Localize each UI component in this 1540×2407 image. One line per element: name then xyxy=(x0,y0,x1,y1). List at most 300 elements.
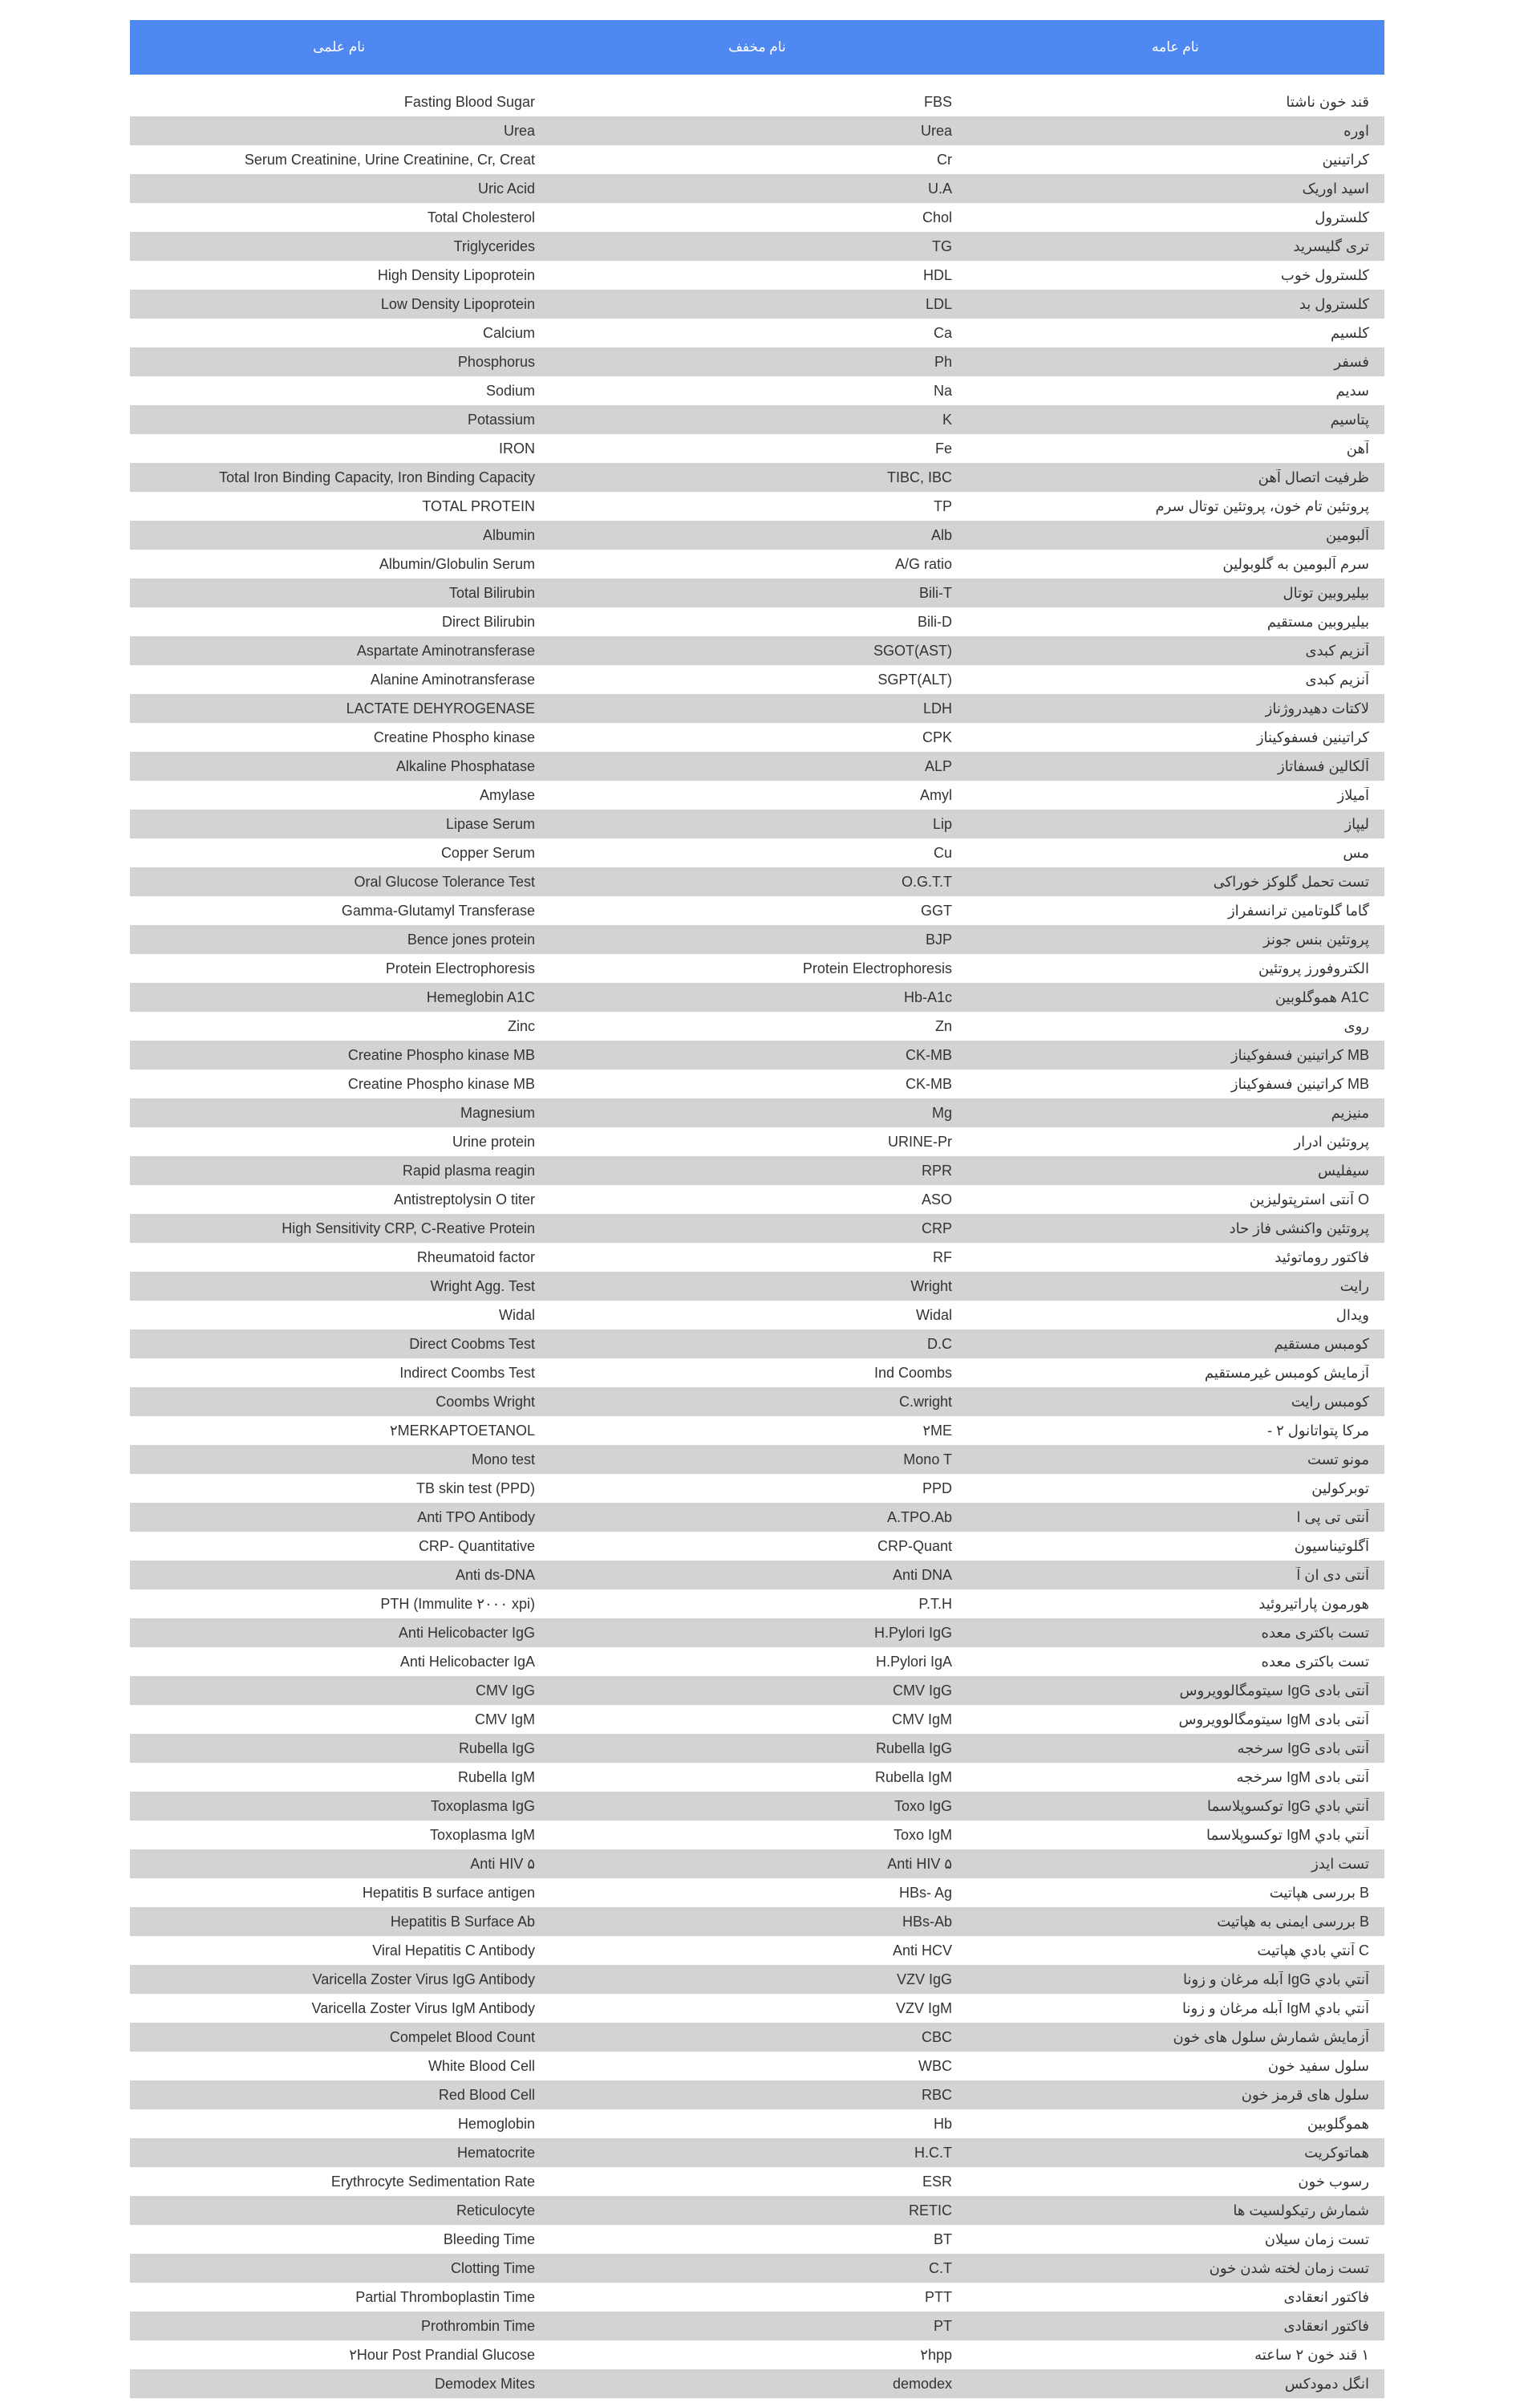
cell-abbreviation: PTT xyxy=(925,2288,952,2305)
cell-common-name: فاکتور روماتوئید xyxy=(1275,1248,1369,1265)
table-row xyxy=(130,1503,1384,1532)
cell-scientific-name: Total Iron Binding Capacity, Iron Binding Capacity xyxy=(219,469,535,485)
cell-common-name: بیلیروبین توتال xyxy=(1283,584,1369,601)
cell-abbreviation: Toxo IgG xyxy=(894,1797,952,1814)
table-row xyxy=(130,1676,1384,1705)
cell-abbreviation: H.Pylori IgA xyxy=(875,1653,952,1670)
cell-common-name: هماتوکریت xyxy=(1304,2144,1369,2161)
cell-common-name: فسفر xyxy=(1334,353,1369,370)
cell-common-name: C آنتي بادي هپاتیت xyxy=(1257,1942,1369,1958)
cell-common-name: سلول سفید خون xyxy=(1267,2057,1369,2074)
table-row xyxy=(130,290,1384,319)
table-row xyxy=(130,2167,1384,2196)
cell-common-name: مس xyxy=(1343,844,1369,861)
cell-common-name: آنتي بادي IgM آبله مرغان و زونا xyxy=(1182,1999,1369,2016)
cell-scientific-name: Gamma-Glutamyl Transferase xyxy=(341,902,535,919)
cell-scientific-name: Toxoplasma IgM xyxy=(429,1826,535,1843)
cell-abbreviation: VZV IgG xyxy=(896,1971,952,1987)
cell-abbreviation: FBS xyxy=(923,93,952,110)
cell-common-name: فاکتور انعقادی xyxy=(1283,2288,1369,2305)
cell-scientific-name: Varicella Zoster Virus IgG Antibody xyxy=(312,1971,535,1987)
cell-common-name: فاکتور انعقادی xyxy=(1283,2317,1369,2334)
cell-common-name: MB کراتینین فسفوکیناز xyxy=(1230,1075,1369,1092)
table-row xyxy=(130,665,1384,694)
cell-abbreviation: C.T xyxy=(929,2259,952,2276)
cell-abbreviation: HDL xyxy=(922,266,952,283)
cell-abbreviation: Wright xyxy=(910,1277,952,1294)
cell-abbreviation: CK-MB xyxy=(906,1075,952,1092)
cell-scientific-name: Reticulocyte xyxy=(456,2202,535,2218)
cell-scientific-name: Protein Electrophoresis xyxy=(385,960,535,976)
table-row xyxy=(130,578,1384,607)
cell-scientific-name: Anti ds-DNA xyxy=(455,1566,535,1583)
cell-common-name: آلبومین xyxy=(1326,526,1369,543)
cell-scientific-name: White Blood Cell xyxy=(428,2057,535,2074)
cell-common-name: آنتي بادي IgM توکسوپلاسما xyxy=(1206,1826,1369,1843)
cell-scientific-name: Toxoplasma IgG xyxy=(430,1797,535,1814)
cell-abbreviation: Ca xyxy=(933,324,952,341)
cell-common-name: آنتی بادی IgG سرخجه xyxy=(1237,1739,1369,1756)
table-row xyxy=(130,1792,1384,1820)
cell-common-name: گاما گلوتامین ترانسفراز xyxy=(1227,902,1369,919)
cell-common-name: رسوب خون xyxy=(1298,2173,1369,2190)
cell-abbreviation: Rubella IgG xyxy=(875,1739,952,1756)
cell-scientific-name: Creatine Phospho kinase xyxy=(373,729,535,745)
cell-common-name: آنتي بادي IgG آبله مرغان و زونا xyxy=(1183,1971,1369,1987)
cell-common-name: سیفلیس xyxy=(1318,1162,1369,1179)
table-row xyxy=(130,1098,1384,1127)
cell-scientific-name: Low Density Lipoprotein xyxy=(380,295,535,312)
cell-abbreviation: BJP xyxy=(925,931,952,948)
cell-scientific-name: High Density Lipoprotein xyxy=(377,266,535,283)
cell-scientific-name: Phosphorus xyxy=(457,353,535,370)
table-row xyxy=(130,2023,1384,2052)
cell-abbreviation: O.G.T.T xyxy=(902,873,952,890)
table-row xyxy=(130,810,1384,838)
cell-common-name: روی xyxy=(1343,1017,1369,1034)
cell-scientific-name: TB skin test (PPD) xyxy=(415,1480,535,1496)
table-row xyxy=(130,1936,1384,1965)
cell-scientific-name: CMV IgG xyxy=(475,1682,535,1699)
cell-common-name: آمیلاز xyxy=(1337,786,1369,803)
cell-scientific-name: Mono test xyxy=(471,1451,535,1467)
cell-abbreviation: D.C xyxy=(927,1335,952,1352)
cell-abbreviation: URINE-Pr xyxy=(888,1133,952,1150)
cell-abbreviation: RETIC xyxy=(909,2202,952,2218)
cell-abbreviation: CRP xyxy=(921,1220,952,1236)
cell-common-name: B بررسی ایمنی به هپاتیت xyxy=(1217,1913,1369,1930)
cell-common-name: ظرفیت اتصال آهن xyxy=(1258,469,1369,485)
cell-abbreviation: ۲ME xyxy=(922,1422,952,1439)
cell-scientific-name: Alanine Aminotransferase xyxy=(370,671,535,688)
cell-common-name: رایت xyxy=(1339,1277,1369,1294)
cell-abbreviation: Anti HCV xyxy=(892,1942,952,1958)
cell-scientific-name: Albumin/Globulin Serum xyxy=(379,555,535,572)
cell-abbreviation: PPD xyxy=(922,1480,952,1496)
cell-scientific-name: Red Blood Cell xyxy=(438,2086,535,2103)
cell-abbreviation: Mg xyxy=(931,1104,952,1121)
cell-common-name: پروتئین تام خون، پروتئین توتال سرم xyxy=(1155,497,1369,514)
cell-abbreviation: SGOT(AST) xyxy=(873,642,952,659)
table-row xyxy=(130,232,1384,261)
cell-scientific-name: Anti Helicobacter IgA xyxy=(399,1653,535,1670)
table-row xyxy=(130,1041,1384,1070)
cell-scientific-name: Urine protein xyxy=(452,1133,535,1150)
cell-common-name: آنتی بادی IgG سیتومگالوویروس xyxy=(1179,1682,1369,1699)
cell-abbreviation: Bili-D xyxy=(918,613,952,630)
cell-scientific-name: Widal xyxy=(498,1306,535,1323)
cell-common-name: تری گلیسرید xyxy=(1293,237,1369,254)
cell-common-name: سلول های قرمز خون xyxy=(1241,2086,1369,2103)
cell-scientific-name: Viral Hepatitis C Antibody xyxy=(372,1942,535,1958)
cell-abbreviation: CRP-Quant xyxy=(877,1537,952,1554)
cell-abbreviation: TG xyxy=(932,237,952,254)
cell-scientific-name: Hepatitis B surface antigen xyxy=(362,1884,535,1901)
cell-abbreviation: TIBC, IBC xyxy=(886,469,952,485)
cell-common-name: تست زمان لخته شدن خون xyxy=(1209,2259,1369,2276)
cell-abbreviation: ASO xyxy=(921,1191,952,1208)
cell-common-name: آلکالین فسفاتاز xyxy=(1278,757,1369,774)
cell-abbreviation: LDL xyxy=(925,295,952,312)
table-row xyxy=(130,607,1384,636)
cell-common-name: آهن xyxy=(1346,440,1369,457)
cell-common-name: اوره xyxy=(1343,122,1369,139)
cell-abbreviation: VZV IgM xyxy=(895,1999,952,2016)
cell-common-name: آنتی بادی IgM سرخجه xyxy=(1236,1768,1369,1785)
cell-scientific-name: Rubella IgG xyxy=(458,1739,535,1756)
cell-abbreviation: C.wright xyxy=(898,1393,952,1410)
cell-abbreviation: CK-MB xyxy=(906,1046,952,1063)
table-row xyxy=(130,319,1384,347)
cell-abbreviation: HBs- Ag xyxy=(898,1884,952,1901)
table-row xyxy=(130,925,1384,954)
table-row xyxy=(130,1156,1384,1185)
cell-common-name: تست باکتری معده xyxy=(1261,1653,1369,1670)
cell-common-name: MB کراتینین فسفوکیناز xyxy=(1230,1046,1369,1063)
cell-abbreviation: CMV IgG xyxy=(892,1682,952,1699)
cell-common-name: اسید اوریک xyxy=(1302,180,1369,197)
cell-scientific-name: Indirect Coombs Test xyxy=(399,1364,535,1381)
table-row xyxy=(130,1358,1384,1387)
table-row xyxy=(130,1387,1384,1416)
cell-common-name: تست تحمل گلوکز خوراکی xyxy=(1213,873,1369,890)
cell-common-name: آنتي بادي IgG توکسوپلاسما xyxy=(1206,1797,1369,1814)
cell-abbreviation: A/G ratio xyxy=(894,555,952,572)
cell-abbreviation: ESR xyxy=(922,2173,952,2190)
table-header xyxy=(130,20,1384,75)
cell-common-name: مونو تست xyxy=(1307,1451,1369,1467)
table-row xyxy=(130,636,1384,665)
header-common-name: نام عامه xyxy=(1151,39,1199,55)
cell-abbreviation: Rubella IgM xyxy=(874,1768,952,1785)
cell-abbreviation: Anti DNA xyxy=(892,1566,952,1583)
cell-abbreviation: A.TPO.Ab xyxy=(886,1508,952,1525)
cell-scientific-name: Uric Acid xyxy=(477,180,535,197)
table-row xyxy=(130,1012,1384,1041)
cell-common-name: سدیم xyxy=(1335,382,1369,399)
table-row xyxy=(130,1849,1384,1878)
cell-abbreviation: H.Pylori IgG xyxy=(873,1624,952,1641)
table-row xyxy=(130,723,1384,752)
table-row xyxy=(130,1272,1384,1301)
cell-common-name: B بررسی هپاتیت xyxy=(1269,1884,1369,1901)
cell-common-name: کراتینین xyxy=(1322,151,1369,168)
cell-common-name: کومبس رایت xyxy=(1291,1393,1369,1410)
table-row xyxy=(130,1474,1384,1503)
table-row xyxy=(130,1705,1384,1734)
cell-common-name: تست باکتری معده xyxy=(1261,1624,1369,1641)
cell-common-name: شمارش رتیکولسیت ها xyxy=(1233,2202,1369,2218)
cell-scientific-name: Oral Glucose Tolerance Test xyxy=(354,873,535,890)
cell-scientific-name: Sodium xyxy=(485,382,535,399)
table-row xyxy=(130,1070,1384,1098)
cell-abbreviation: Hb xyxy=(933,2115,952,2132)
table-row xyxy=(130,867,1384,896)
cell-scientific-name: PTH (Immulite ۲۰۰۰ xpi) xyxy=(380,1595,535,1612)
cell-scientific-name: Magnesium xyxy=(460,1104,535,1121)
cell-scientific-name: Creatine Phospho kinase MB xyxy=(347,1046,535,1063)
table-row xyxy=(130,954,1384,983)
table-row xyxy=(130,1214,1384,1243)
table-row xyxy=(130,550,1384,578)
cell-scientific-name: ۲MERKAPTOETANOL xyxy=(389,1422,535,1439)
cell-abbreviation: Widal xyxy=(915,1306,952,1323)
cell-abbreviation: Chol xyxy=(922,209,952,225)
cell-common-name: توبرکولین xyxy=(1311,1480,1369,1496)
cell-common-name: پتاسیم xyxy=(1330,411,1369,428)
cell-abbreviation: RBC xyxy=(921,2086,952,2103)
cell-scientific-name: Rheumatoid factor xyxy=(416,1248,535,1265)
cell-scientific-name: Clotting Time xyxy=(450,2259,535,2276)
table-row xyxy=(130,2254,1384,2283)
cell-common-name: O آنتی استرپتولیزین xyxy=(1249,1191,1369,1208)
cell-common-name: لاکتات دهیدروژناز xyxy=(1265,700,1369,716)
header-scientific-name: نام علمی xyxy=(313,39,366,55)
cell-scientific-name: Albumin xyxy=(482,526,535,543)
cell-common-name: پروتئین ادرار xyxy=(1294,1133,1369,1150)
cell-abbreviation: Cr xyxy=(937,151,952,168)
cell-common-name: آنزیم کبدی xyxy=(1305,642,1369,659)
table-row xyxy=(130,2138,1384,2167)
cell-scientific-name: Fasting Blood Sugar xyxy=(403,93,535,110)
cell-scientific-name: Demodex Mites xyxy=(434,2375,535,2392)
cell-scientific-name: Hepatitis B Surface Ab xyxy=(390,1913,535,1930)
table-row xyxy=(130,1994,1384,2023)
cell-abbreviation: Lip xyxy=(932,815,952,832)
cell-abbreviation: Bili-T xyxy=(919,584,952,601)
cell-scientific-name: Hemoglobin xyxy=(457,2115,535,2132)
cell-common-name: الکتروفورز پروتئین xyxy=(1258,960,1369,976)
cell-scientific-name: ۲Hour Post Prandial Glucose xyxy=(349,2346,535,2363)
cell-scientific-name: Anti Helicobacter IgG xyxy=(398,1624,535,1641)
cell-scientific-name: TOTAL PROTEIN xyxy=(422,497,535,514)
cell-abbreviation: RPR xyxy=(921,1162,952,1179)
cell-common-name: آنتی دی ان آ xyxy=(1296,1566,1369,1583)
table-row xyxy=(130,781,1384,810)
cell-scientific-name: Partial Thromboplastin Time xyxy=(355,2288,535,2305)
cell-scientific-name: CRP- Quantitative xyxy=(418,1537,535,1554)
cell-scientific-name: Potassium xyxy=(467,411,535,428)
cell-common-name: تست زمان سیلان xyxy=(1264,2230,1369,2247)
cell-common-name: بیلیروبین مستقیم xyxy=(1266,613,1369,630)
table-row xyxy=(130,1301,1384,1329)
cell-scientific-name: Coombs Wright xyxy=(436,1393,535,1410)
cell-scientific-name: LACTATE DEHYROGENASE xyxy=(346,700,535,716)
cell-scientific-name: Urea xyxy=(503,122,535,139)
cell-abbreviation: Alb xyxy=(930,526,952,543)
table-row xyxy=(130,1329,1384,1358)
cell-scientific-name: Triglycerides xyxy=(453,237,535,254)
table-row xyxy=(130,1589,1384,1618)
table-row xyxy=(130,1532,1384,1561)
table-row xyxy=(130,2196,1384,2225)
cell-abbreviation: Zn xyxy=(934,1017,952,1034)
cell-abbreviation: H.C.T xyxy=(914,2144,952,2161)
cell-abbreviation: Urea xyxy=(920,122,952,139)
cell-scientific-name: IRON xyxy=(499,440,535,457)
cell-common-name: قند خون ناشتا xyxy=(1286,93,1369,110)
cell-abbreviation: demodex xyxy=(892,2375,952,2392)
cell-scientific-name: Compelet Blood Count xyxy=(389,2028,535,2045)
cell-scientific-name: Anti HIV ۵ xyxy=(470,1855,535,1872)
table-row xyxy=(130,174,1384,203)
cell-common-name: آزمایش کومبس غیرمستقیم xyxy=(1204,1364,1369,1381)
cell-common-name: پروتئین واکنشی فاز حاد xyxy=(1229,1220,1369,1236)
cell-common-name: کلسیم xyxy=(1331,324,1369,341)
header-abbreviation: نام مخفف xyxy=(728,39,786,55)
cell-common-name: انگل دمودکس xyxy=(1284,2375,1369,2392)
cell-common-name: ۱ قند خون ۲ ساعته xyxy=(1254,2346,1369,2363)
table-row xyxy=(130,405,1384,434)
table-row xyxy=(130,203,1384,232)
cell-common-name: مرکا پتواتانول ۲ - xyxy=(1267,1422,1369,1439)
cell-scientific-name: Prothrombin Time xyxy=(420,2317,535,2334)
cell-abbreviation: Hb-A1c xyxy=(903,988,952,1005)
table-row xyxy=(130,752,1384,781)
cell-scientific-name: Zinc xyxy=(507,1017,535,1034)
cell-abbreviation: PT xyxy=(933,2317,952,2334)
table-row xyxy=(130,2052,1384,2080)
cell-common-name: ویدال xyxy=(1335,1306,1369,1323)
cell-scientific-name: Amylase xyxy=(479,786,535,803)
table-row xyxy=(130,1618,1384,1647)
table-row xyxy=(130,1820,1384,1849)
cell-scientific-name: Direct Coobms Test xyxy=(409,1335,535,1352)
table-row xyxy=(130,2312,1384,2340)
cell-abbreviation: CPK xyxy=(922,729,952,745)
cell-scientific-name: Serum Creatinine, Urine Creatinine, Cr, Creat xyxy=(244,151,535,168)
cell-common-name: کلسترول xyxy=(1315,209,1369,225)
cell-scientific-name: Anti TPO Antibody xyxy=(417,1508,535,1525)
cell-common-name: کومبس مستقیم xyxy=(1274,1335,1369,1352)
cell-scientific-name: Rubella IgM xyxy=(457,1768,535,1785)
cell-abbreviation: SGPT(ALT) xyxy=(877,671,952,688)
cell-scientific-name: Direct Bilirubin xyxy=(441,613,535,630)
table-row xyxy=(130,116,1384,145)
header-spacer xyxy=(130,75,1384,87)
cell-scientific-name: Varicella Zoster Virus IgM Antibody xyxy=(311,1999,535,2016)
cell-common-name: آنتی بادی IgM سیتومگالوویروس xyxy=(1178,1711,1369,1727)
cell-scientific-name: Copper Serum xyxy=(440,844,535,861)
table-row xyxy=(130,1127,1384,1156)
cell-common-name: سرم آلبومین به گلوبولین xyxy=(1222,555,1369,572)
table-row xyxy=(130,1445,1384,1474)
cell-common-name: پروتئین بنس جونز xyxy=(1263,931,1369,948)
table-row xyxy=(130,376,1384,405)
cell-common-name: آنتی تی پی ا xyxy=(1296,1508,1369,1525)
table-row xyxy=(130,694,1384,723)
cell-abbreviation: TP xyxy=(933,497,952,514)
table-row xyxy=(130,1561,1384,1589)
table-row xyxy=(130,1416,1384,1445)
cell-common-name: هورمون پاراتیروئید xyxy=(1258,1595,1369,1612)
table-row xyxy=(130,521,1384,550)
table-row xyxy=(130,2369,1384,2398)
cell-scientific-name: Aspartate Aminotransferase xyxy=(356,642,535,659)
table-row xyxy=(130,87,1384,116)
cell-abbreviation: Ind Coombs xyxy=(873,1364,952,1381)
cell-scientific-name: High Sensitivity CRP, C-Reative Protein xyxy=(282,1220,535,1236)
cell-scientific-name: Antistreptolysin O titer xyxy=(393,1191,535,1208)
cell-abbreviation: CBC xyxy=(921,2028,952,2045)
table-row xyxy=(130,261,1384,290)
table-row xyxy=(130,838,1384,867)
table-row xyxy=(130,434,1384,463)
cell-common-name: هموگلوبین xyxy=(1307,2115,1369,2132)
cell-scientific-name: CMV IgM xyxy=(474,1711,535,1727)
cell-abbreviation: GGT xyxy=(921,902,952,919)
cell-scientific-name: Hematocrite xyxy=(456,2144,535,2161)
table-row xyxy=(130,983,1384,1012)
cell-scientific-name: Rapid plasma reagin xyxy=(402,1162,535,1179)
cell-abbreviation: HBs-Ab xyxy=(902,1913,952,1930)
cell-common-name: لیپاز xyxy=(1344,815,1369,832)
cell-abbreviation: Amyl xyxy=(920,786,952,803)
table-row xyxy=(130,1878,1384,1907)
cell-scientific-name: Erythrocyte Sedimentation Rate xyxy=(330,2173,535,2190)
cell-abbreviation: RF xyxy=(933,1248,952,1265)
cell-scientific-name: Lipase Serum xyxy=(445,815,535,832)
table-row xyxy=(130,463,1384,492)
table-row xyxy=(130,1647,1384,1676)
cell-abbreviation: CMV IgM xyxy=(891,1711,952,1727)
table-row xyxy=(130,1734,1384,1763)
cell-scientific-name: Calcium xyxy=(482,324,535,341)
cell-scientific-name: Total Cholesterol xyxy=(427,209,535,225)
table-row xyxy=(130,2080,1384,2109)
cell-abbreviation: U.A xyxy=(927,180,952,197)
cell-scientific-name: Bleeding Time xyxy=(443,2230,535,2247)
cell-abbreviation: Mono T xyxy=(903,1451,952,1467)
table-row xyxy=(130,145,1384,174)
table-row xyxy=(130,492,1384,521)
table-row xyxy=(130,2225,1384,2254)
table-row xyxy=(130,1243,1384,1272)
cell-scientific-name: Total Bilirubin xyxy=(448,584,535,601)
tests-table xyxy=(130,20,1384,2398)
cell-common-name: تست ایدز xyxy=(1311,1855,1369,1872)
table-row xyxy=(130,2109,1384,2138)
cell-common-name: کلسترول بد xyxy=(1299,295,1369,312)
cell-abbreviation: P.T.H xyxy=(918,1595,952,1612)
cell-common-name: آنزیم کبدی xyxy=(1305,671,1369,688)
cell-abbreviation: ALP xyxy=(924,757,952,774)
cell-common-name: کلسترول خوب xyxy=(1280,266,1369,283)
cell-scientific-name: Alkaline Phosphatase xyxy=(395,757,535,774)
cell-abbreviation: LDH xyxy=(922,700,952,716)
table-row xyxy=(130,896,1384,925)
cell-scientific-name: Creatine Phospho kinase MB xyxy=(347,1075,535,1092)
